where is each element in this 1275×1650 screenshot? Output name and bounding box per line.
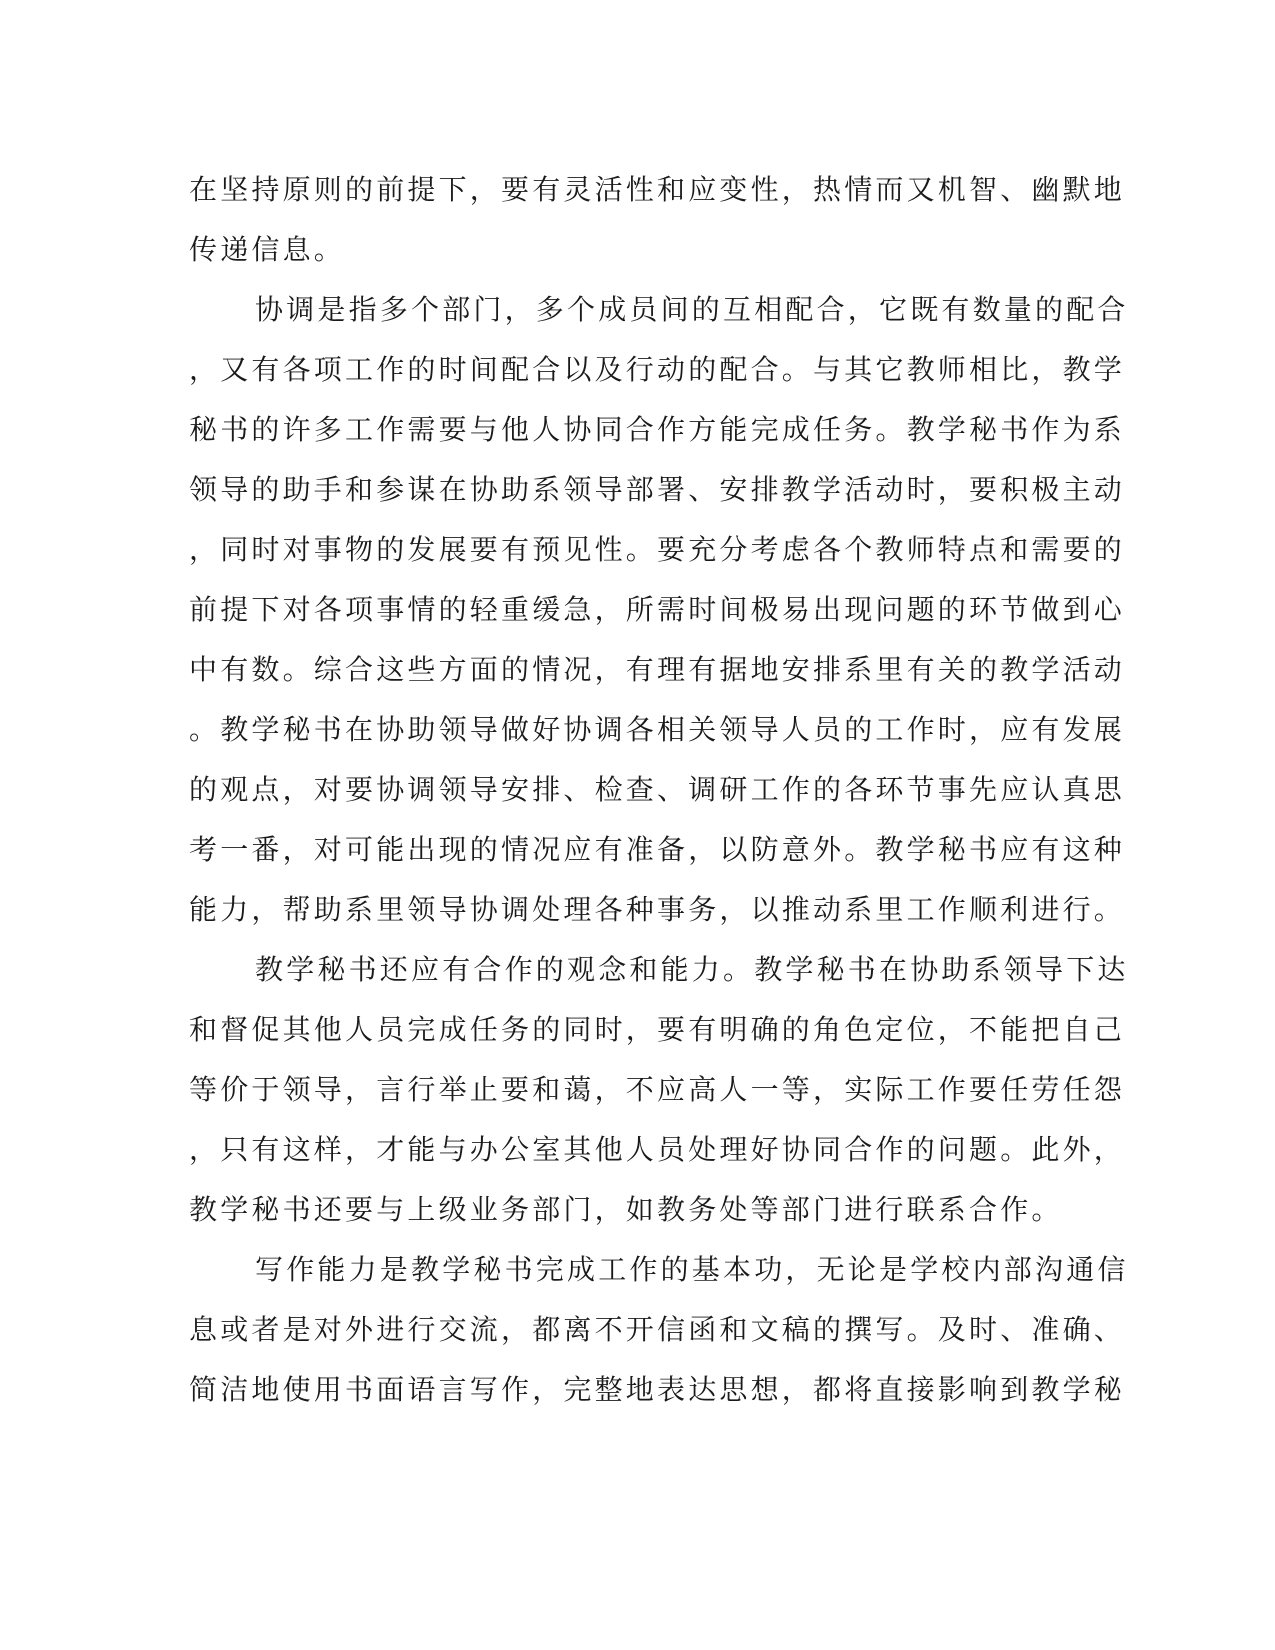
text-line: 领导的助手和参谋在协助系领导部署、安排教学活动时，要积极主动 bbox=[189, 473, 1126, 506]
text-line: 传递信息。 bbox=[189, 233, 346, 266]
text-line: ，只有这样，才能与办公室其他人员处理好协同合作的问题。此外， bbox=[189, 1133, 1126, 1166]
text-line: 和督促其他人员完成任务的同时，要有明确的角色定位，不能把自己 bbox=[189, 1013, 1126, 1046]
body-text bbox=[189, 160, 1129, 1420]
text-line: 息或者是对外进行交流，都离不开信函和文稿的撰写。及时、准确、 bbox=[189, 1313, 1126, 1346]
text-line: 的观点，对要协调领导安排、检查、调研工作的各环节事先应认真思 bbox=[189, 773, 1126, 806]
text-line: 中有数。综合这些方面的情况，有理有据地安排系里有关的教学活动 bbox=[189, 653, 1126, 686]
text-line: ，同时对事物的发展要有预见性。要充分考虑各个教师特点和需要的 bbox=[189, 533, 1126, 566]
paragraph-first-line: 教学秘书还应有合作的观念和能力。教学秘书在协助系领导下达 bbox=[255, 953, 1129, 986]
text-line: 简洁地使用书面语言写作，完整地表达思想，都将直接影响到教学秘 bbox=[189, 1373, 1126, 1406]
text-line: 考一番，对可能出现的情况应有准备，以防意外。教学秘书应有这种 bbox=[189, 833, 1126, 866]
paragraph-first-line: 写作能力是教学秘书完成工作的基本功，无论是学校内部沟通信 bbox=[255, 1253, 1129, 1286]
paragraph-first-line: 协调是指多个部门，多个成员间的互相配合，它既有数量的配合 bbox=[255, 293, 1129, 326]
text-line: 。教学秘书在协助领导做好协调各相关领导人员的工作时，应有发展 bbox=[189, 713, 1126, 746]
text-line: 教学秘书还要与上级业务部门，如教务处等部门进行联系合作。 bbox=[189, 1193, 1063, 1226]
text-line: 能力，帮助系里领导协调处理各种事务，以推动系里工作顺利进行。 bbox=[189, 893, 1126, 926]
text-line: 在坚持原则的前提下，要有灵活性和应变性，热情而又机智、幽默地 bbox=[189, 173, 1126, 206]
text-line: 等价于领导，言行举止要和蔼，不应高人一等，实际工作要任劳任怨 bbox=[189, 1073, 1126, 1106]
text-line: 秘书的许多工作需要与他人协同合作方能完成任务。教学秘书作为系 bbox=[189, 413, 1126, 446]
text-line: ，又有各项工作的时间配合以及行动的配合。与其它教师相比，教学 bbox=[189, 353, 1126, 386]
text-line: 前提下对各项事情的轻重缓急，所需时间极易出现问题的环节做到心 bbox=[189, 593, 1126, 626]
